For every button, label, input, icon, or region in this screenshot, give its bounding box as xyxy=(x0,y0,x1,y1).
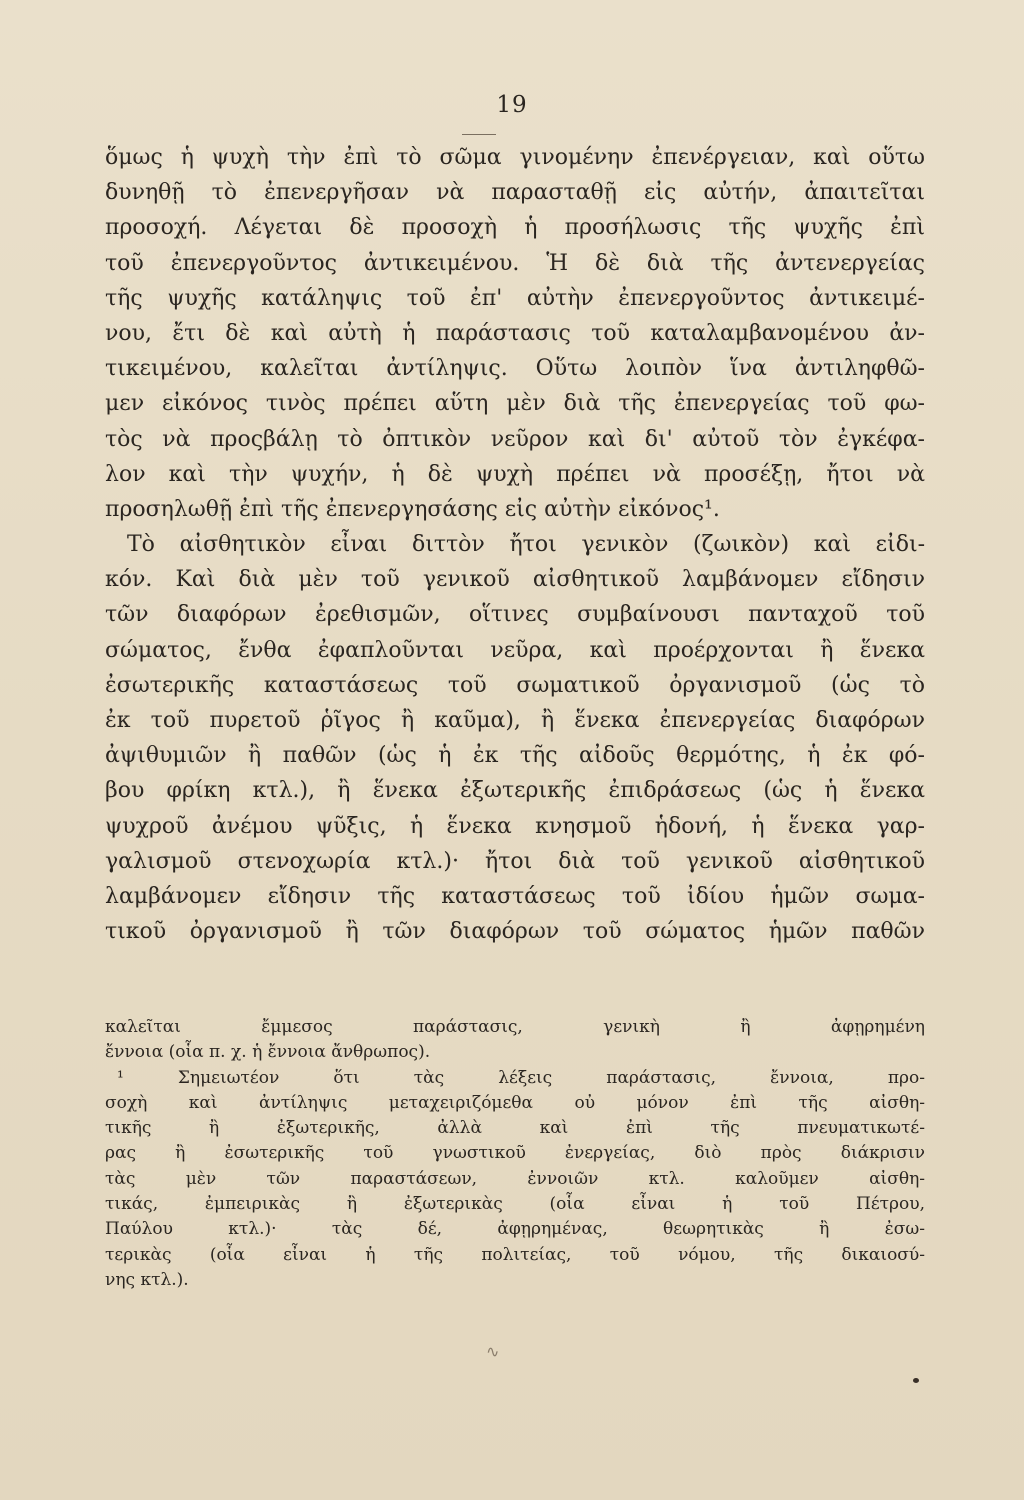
text-line: βου φρίκη κτλ.), ἢ ἕνεκα ἐξωτερικῆς ἐπιδράσεως (ὡς ἡ ἕνεκα xyxy=(105,778,925,804)
text-line: λον καὶ τὴν ψυχήν, ἡ δὲ ψυχὴ πρέπει νὰ προσέξῃ, ἤτοι νὰ xyxy=(105,461,925,487)
text-line: τῶν διαφόρων ἐρεθισμῶν, οἵτινες συμβαίνουσι πανταχοῦ τοῦ xyxy=(105,602,925,628)
text-line: δυνηθῇ τὸ ἐπενεργῆσαν νὰ παρασταθῇ εἰς αὐτήν, ἀπαιτεῖται xyxy=(105,180,925,206)
footnote-line: τὰς μὲν τῶν παραστάσεων, ἐννοιῶν κτλ. καλοῦμεν αἰσθη- xyxy=(105,1168,925,1189)
text-line: ὅμως ἡ ψυχὴ τὴν ἐπὶ τὸ σῶμα γινομένην ἐπενέργειαν, καὶ οὕτω xyxy=(105,145,925,170)
footnote-line: καλεῖται ἔμμεσος παράστασις, γενικὴ ἢ ἀφῃρημένη xyxy=(105,1017,925,1037)
text-line: γαλισμοῦ στενοχωρία κτλ.)· ἤτοι διὰ τοῦ γενικοῦ αἰσθητικοῦ xyxy=(105,848,925,874)
footnote-line: τερικὰς (οἷα εἶναι ἡ τῆς πολιτείας, τοῦ νόμου, τῆς δικαιοσύ- xyxy=(105,1244,925,1265)
text-line: λαμβάνομεν εἴδησιν τῆς καταστάσεως τοῦ ἰδίου ἡμῶν σωμα- xyxy=(105,883,925,909)
text-line: τὸς νὰ προςβάλῃ τὸ ὀπτικὸν νεῦρον καὶ δι' αὐτοῦ τὸν ἐγκέφα- xyxy=(105,426,925,452)
footnote-line: τικάς, ἐμπειρικὰς ἢ ἐξωτερικὰς (οἷα εἶναι ἡ τοῦ Πέτρου, xyxy=(105,1194,925,1215)
ink-speck xyxy=(913,1378,919,1383)
text-line: ἀψιθυμιῶν ἢ παθῶν (ὡς ἡ ἐκ τῆς αἰδοῦς θερμότης, ἡ ἐκ φό- xyxy=(105,743,925,769)
text-line: κόν. Καὶ διὰ μὲν τοῦ γενικοῦ αἰσθητικοῦ λαμβάνομεν εἴδησιν xyxy=(105,567,925,593)
printer-mark: ∿ xyxy=(486,1342,500,1361)
header-rule xyxy=(462,134,496,135)
text-line: Τὸ αἰσθητικὸν εἶναι διττὸν ἤτοι γενικὸν (ζωικὸν) καὶ εἰδι- xyxy=(127,532,925,558)
text-line: σώματος, ἔνθα ἐφαπλοῦνται νεῦρα, καὶ προέρχονται ἢ ἕνεκα xyxy=(105,637,925,663)
text-line: τῆς ψυχῆς κατάληψις τοῦ ἐπ' αὐτὴν ἐπενεργοῦντος ἀντικειμέ- xyxy=(105,285,925,311)
text-line: προσηλωθῇ ἐπὶ τῆς ἐπενεργησάσης εἰς αὐτὴν εἰκόνος¹. xyxy=(105,496,720,522)
text-line: μεν εἰκόνος τινὸς πρέπει αὕτη μὲν διὰ τῆς ἐπενεργείας τοῦ φω- xyxy=(105,391,925,417)
text-line: τικειμένου, καλεῖται ἀντίληψις. Οὕτω λοιπὸν ἵνα ἀντιληφθῶ- xyxy=(105,356,925,382)
footnote-line: σοχὴ καὶ ἀντίληψις μεταχειριζόμεθα οὐ μόνον ἐπὶ τῆς αἰσθη- xyxy=(105,1092,925,1113)
text-line: ψυχροῦ ἀνέμου ψῦξις, ἡ ἕνεκα κνησμοῦ ἡδονή, ἡ ἕνεκα γαρ- xyxy=(105,813,925,839)
text-line: προσοχή. Λέγεται δὲ προσοχὴ ἡ προσήλωσις τῆς ψυχῆς ἐπὶ xyxy=(105,215,925,241)
footnote-line: ¹ Σημειωτέον ὅτι τὰς λέξεις παράστασις, ἔννοια, προ- xyxy=(117,1067,925,1088)
footnote-line: ἔννοια (οἷα π. χ. ἡ ἔννοια ἄνθρωπος). xyxy=(105,1042,431,1063)
page-number: 19 xyxy=(496,92,528,118)
footnote-line: ρας ἢ ἐσωτερικῆς τοῦ γνωστικοῦ ἐνεργείας, διὸ πρὸς διάκρισιν xyxy=(105,1143,925,1164)
text-line: ἐσωτερικῆς καταστάσεως τοῦ σωματικοῦ ὀργανισμοῦ (ὡς τὸ xyxy=(105,672,925,698)
text-line: ἐκ τοῦ πυρετοῦ ῥῖγος ἢ καῦμα), ἢ ἕνεκα ἐπενεργείας διαφόρων xyxy=(105,708,925,733)
text-line: τοῦ ἐπενεργοῦντος ἀντικειμένου. Ἡ δὲ διὰ τῆς ἀντενεργείας xyxy=(105,250,925,276)
footnote-line: νης κτλ.). xyxy=(105,1269,189,1290)
text-line: νου, ἔτι δὲ καὶ αὐτὴ ἡ παράστασις τοῦ καταλαμβανομένου ἀν- xyxy=(105,320,925,346)
footnote-line: Παύλου κτλ.)· τὰς δέ, ἀφῃρημένας, θεωρητικὰς ἢ ἐσω- xyxy=(105,1219,925,1240)
main-text xyxy=(105,140,925,949)
footnotes xyxy=(105,1015,925,1293)
text-line: τικοῦ ὀργανισμοῦ ἢ τῶν διαφόρων τοῦ σώματος ἡμῶν παθῶν xyxy=(105,919,925,945)
footnote-line: τικῆς ἢ ἐξωτερικῆς, ἀλλὰ καὶ ἐπὶ τῆς πνευματικωτέ- xyxy=(105,1118,925,1139)
